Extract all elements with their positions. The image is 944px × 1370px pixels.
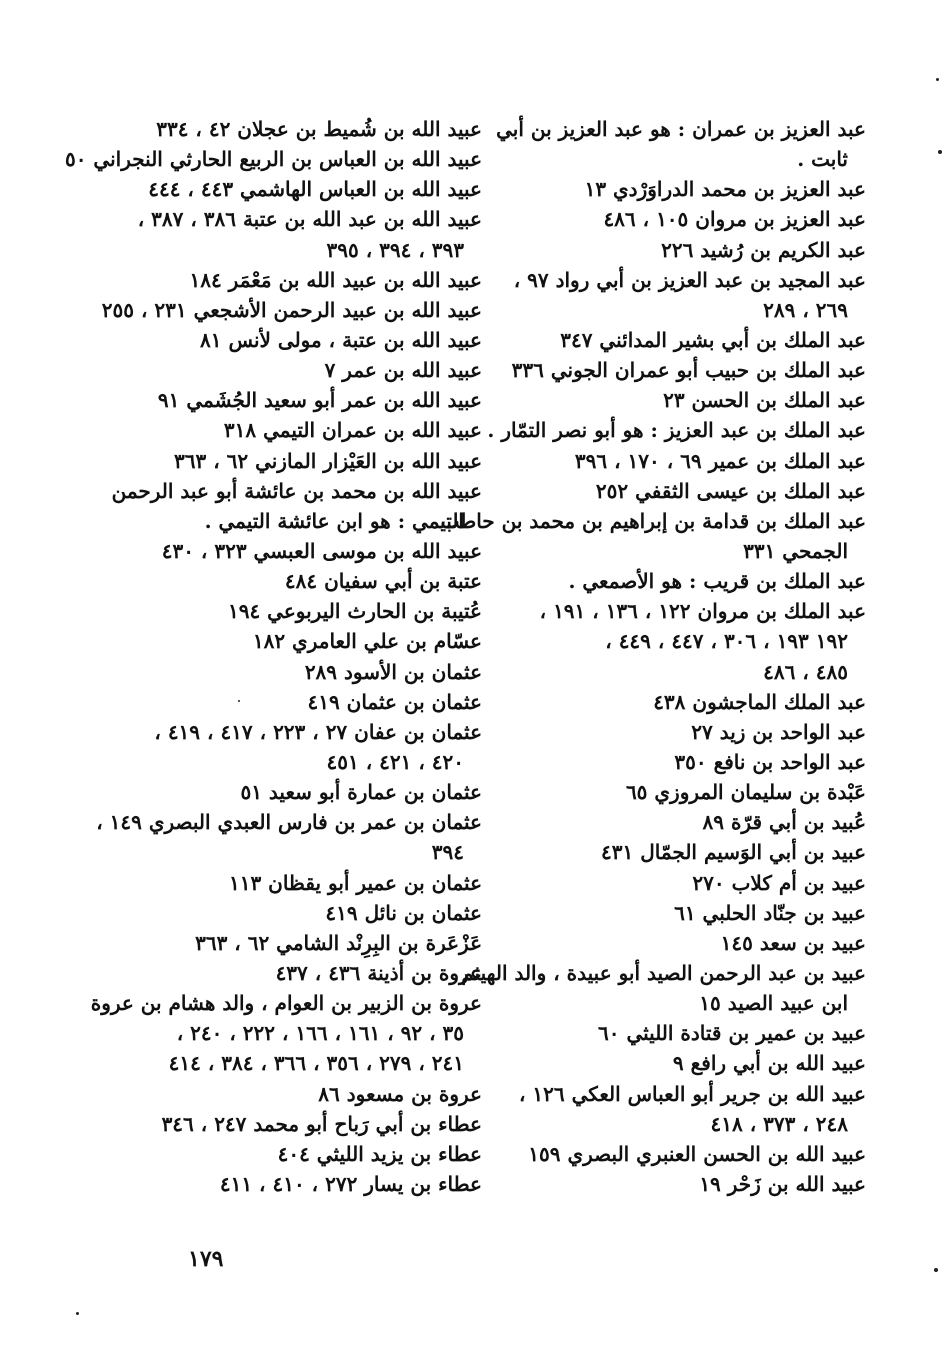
- index-entry-line: عثمان بن عمارة أبو سعيد ٥١: [240, 780, 482, 805]
- index-entry-line: عبيد الله بن عبد الله بن عتبة ٣٨٦ ، ٣٨٧ ،: [137, 207, 482, 232]
- index-entry-line: ٢٦٩ ، ٢٨٩: [763, 297, 848, 322]
- index-entry-line: عبيد الله بن عمر أبو سعيد الجُشَمي ٩١: [157, 388, 482, 413]
- index-entry-line: عبد الملك بن أبي بشير المدائني ٣٤٧: [560, 327, 866, 352]
- index-entry-line: عبيد الله بن محمد بن عائشة أبو عبد الرحمن: [111, 478, 482, 503]
- index-entry-line: ٢٤٨ ، ٣٧٣ ، ٤١٨: [710, 1111, 848, 1136]
- index-entry-line: عبيد الله بن جرير أبو العباس العكي ١٢٦ ،: [519, 1081, 866, 1106]
- index-entry-line: عبد الملك بن قريب : هو الأصمعي .: [568, 569, 866, 594]
- left-column: [64, 114, 482, 1199]
- index-entry-line: عثمان بن عثمان ٤١٩: [307, 689, 482, 714]
- index-entry-line: الجمحي ٣٣١: [743, 538, 848, 563]
- index-entry-line: عبيد بن أم كلاب ٢٧٠: [692, 870, 866, 895]
- index-entry-line: عبيد الله بن العباس الهاشمي ٤٤٣ ، ٤٤٤: [148, 177, 482, 202]
- index-entry-line: عبيد الله بن عتبة ، مولى لأنس ٨١: [200, 327, 482, 352]
- index-entry-line: ٣٩٤: [431, 840, 464, 865]
- index-entry-line: ٢٤١ ، ٢٧٩ ، ٣٥٦ ، ٣٦٦ ، ٣٨٤ ، ٤١٤: [168, 1051, 464, 1076]
- index-entry-line: عبيد بن سعد ١٤٥: [720, 930, 866, 955]
- index-entry-line: عبد الملك بن عيسى الثقفي ٢٥٢: [595, 478, 866, 503]
- index-entry-line: عبد المجيد بن عبد العزيز بن أبي رواد ٩٧ ،: [513, 267, 866, 292]
- index-entry-line: عبيد الله بن موسى العبسي ٣٢٣ ، ٤٣٠: [161, 538, 482, 563]
- index-entry-line: عروة بن الزبير بن العوام ، والد هشام بن عروة: [90, 991, 482, 1016]
- index-entry-line: عثمان بن عمر بن فارس العبدي البصري ١٤٩ ،: [96, 810, 482, 835]
- index-entry-line: عروة بن أذينة ٤٣٦ ، ٤٣٧: [275, 960, 482, 985]
- scan-speck: [238, 700, 240, 702]
- index-entry-line: عطاء بن يزيد الليثي ٤٠٤: [277, 1141, 482, 1166]
- index-entry-line: عبيد بن عمير بن قتادة الليثي ٦٠: [598, 1021, 866, 1046]
- index-entry-line: عبيد بن أبي الوَسيم الجمّال ٤٣١: [601, 840, 866, 865]
- index-entry-line: عبد الملك بن مروان ١٢٢ ، ١٣٦ ، ١٩١ ،: [539, 599, 866, 624]
- index-entry-line: عبيد الله بن شُميط بن عجلان ٤٢ ، ٣٣٤: [156, 117, 482, 141]
- index-entry-line: عَزْعَرة بن البِرِنْد الشامي ٦٢ ، ٣٦٣: [195, 930, 482, 955]
- index-entry-line: عُبيد بن أبي قرّة ٨٩: [702, 810, 866, 835]
- index-entry-line: عبد الملك بن الحسن ٢٣: [663, 388, 866, 413]
- index-entry-line: ابن عبيد الصيد ١٥: [699, 991, 848, 1016]
- index-entry-line: عثمان بن عمير أبو يقظان ١١٣: [228, 870, 482, 895]
- index-entry-line: عبيد الله بن عمر ٧: [324, 358, 482, 383]
- index-entry-line: عسّام بن علي العامري ١٨٢: [252, 629, 482, 654]
- index-entry-line: عتبة بن أبي سفيان ٤٨٤: [284, 569, 482, 594]
- index-entry-line: ٣٩٣ ، ٣٩٤ ، ٣٩٥: [326, 237, 464, 262]
- index-entry-line: عبيد الله بن العباس بن الربيع الحارثي النجراني ٥٠: [64, 147, 482, 172]
- index-entry-line: ١٩٢ ١٩٣ ، ٣٠٦ ، ٤٤٧ ، ٤٤٩ ،: [605, 629, 848, 654]
- index-entry-line: عبيد بن عبد الرحمن الصيد أبو عبيدة ، والد الهيثم: [461, 960, 866, 985]
- index-entry-line: التيمي : هو ابن عائشة التيمي .: [204, 508, 464, 533]
- index-entry-line: عبيد بن جنّاد الحلبي ٦١: [674, 900, 866, 925]
- index-entry-line: عبيد الله بن العَيْزار المازني ٦٢ ، ٣٦٣: [174, 448, 482, 473]
- index-entry-line: عَبْدة بن سليمان المروزي ٦٥: [625, 780, 866, 805]
- index-entry-line: عبيد الله بن عبيد الله بن مَعْمَر ١٨٤: [189, 267, 482, 292]
- index-entry-line: عبد الملك الماجشون ٤٣٨: [653, 689, 866, 714]
- index-entry-line: عبيد الله بن الحسن العنبري البصري ١٥٩: [528, 1141, 866, 1166]
- index-entry-line: عبد الملك بن عمير ٦٩ ، ١٧٠ ، ٣٩٦: [574, 448, 866, 473]
- index-entry-line: عثمان بن الأسود ٢٨٩: [304, 659, 482, 684]
- index-entry-line: عبيد الله بن عبيد الرحمن الأشجعي ٢٣١ ، ٢٥٥: [101, 297, 482, 322]
- index-entry-line: ٤٢٠ ، ٤٢١ ، ٤٥١: [326, 749, 464, 774]
- index-entry-line: عبد العزيز بن محمد الدراوَرْدي ١٣: [584, 177, 866, 202]
- index-entry-line: عبد الملك بن حبيب أبو عمران الجوني ٣٣٦: [511, 358, 866, 383]
- scan-speck: [938, 150, 942, 154]
- index-entry-line: عبد الواحد بن زيد ٢٧: [691, 719, 866, 744]
- scan-speck: [936, 78, 939, 81]
- index-entry-line: ٣٥ ، ٩٢ ، ١٦١ ، ١٦٦ ، ٢٢٢ ، ٢٤٠ ،: [176, 1021, 464, 1046]
- index-entry-line: عبد العزيز بن عمران : هو عبد العزيز بن أبي: [496, 117, 866, 141]
- index-entry-line: عُتيبة بن الحارث اليربوعي ١٩٤: [227, 599, 482, 624]
- index-entry-line: عبيد الله بن زَحْر ١٩: [699, 1171, 866, 1196]
- index-entry-line: عبيد الله بن أبي رافع ٩: [672, 1051, 866, 1076]
- index-entry-line: عبد الملك بن عبد العزيز : هو أبو نصر التمّار .: [487, 418, 866, 443]
- scan-speck: [76, 1312, 79, 1315]
- index-entry-line: عبيد الله بن عمران التيمي ٣١٨: [223, 418, 482, 443]
- index-entry-line: عطاء بن أبي رَباح أبو محمد ٢٤٧ ، ٣٤٦: [161, 1111, 482, 1136]
- index-entry-line: عثمان بن عفان ٢٧ ، ٢٢٣ ، ٤١٧ ، ٤١٩ ،: [154, 719, 482, 744]
- index-entry-line: ثابت .: [797, 147, 848, 172]
- index-entry-line: ٤٨٥ ، ٤٨٦: [763, 659, 848, 684]
- index-entry-line: عبد الكريم بن رُشيد ٢٢٦: [661, 237, 866, 262]
- index-entry-line: عروة بن مسعود ٨٦: [318, 1081, 482, 1106]
- index-entry-line: عثمان بن نائل ٤١٩: [325, 900, 482, 925]
- page-number: ١٧٩: [188, 1246, 224, 1272]
- index-entry-line: عطاء بن يسار ٢٧٢ ، ٤١٠ ، ٤١١: [219, 1171, 482, 1196]
- index-entry-line: عبد الملك بن قدامة بن إبراهيم بن محمد بن حاطب: [440, 508, 866, 533]
- scan-speck: [934, 1268, 938, 1272]
- index-entry-line: عبد العزيز بن مروان ١٠٥ ، ٤٨٦: [603, 207, 866, 232]
- index-entry-line: عبد الواحد بن نافع ٣٥٠: [674, 749, 866, 774]
